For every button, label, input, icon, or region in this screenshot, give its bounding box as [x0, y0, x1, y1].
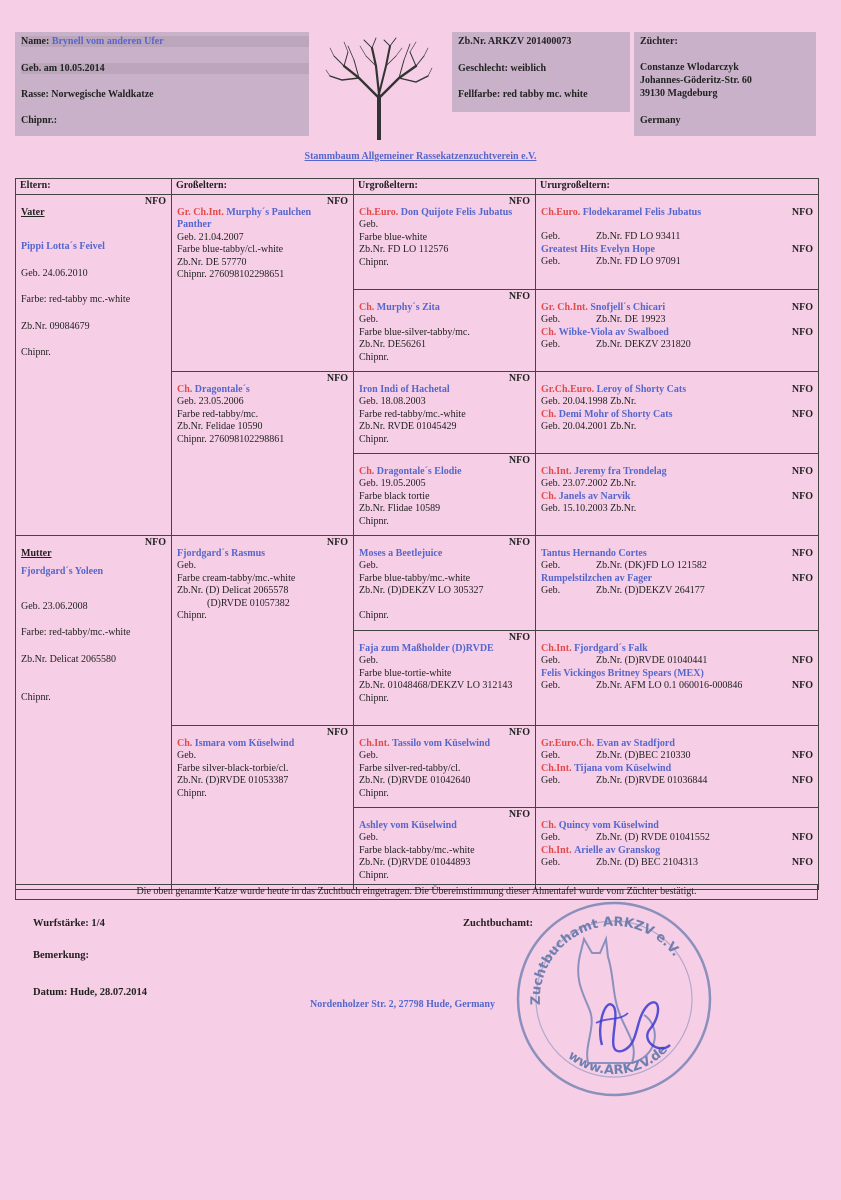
reg: Zb.Nr. FD LO 112576 [359, 244, 449, 255]
ggg-cell [536, 807, 819, 889]
chip: Chipnr. [359, 787, 389, 799]
tree-icon [324, 36, 434, 140]
color: Farbe blue-tabby/cl.-white [177, 244, 284, 255]
birth: Geb. [359, 832, 379, 843]
color: Farbe black tortie [359, 490, 430, 502]
birth: Geb. 23.05.2006 [177, 396, 244, 407]
cat-name: Tassilo vom Küselwind [392, 737, 491, 749]
cat-name: Greatest Hits Evelyn Hope [541, 243, 655, 255]
great-grandparent-cell [354, 194, 536, 289]
title: Ch. [541, 819, 557, 831]
name-label: Name: [21, 36, 50, 47]
breed-code: NFO [791, 832, 813, 843]
great-grandparent-cell [354, 630, 536, 725]
column-header: Ururgroßeltern: [536, 179, 819, 195]
title: Gr. Ch.Int. [541, 301, 588, 313]
birth: Geb. 20.04.1998 Zb.Nr. [541, 396, 637, 407]
grandparent-cell [172, 371, 354, 535]
breed-code: NFO [508, 536, 530, 548]
ggg-cell [536, 453, 819, 535]
breed-code: NFO [791, 750, 813, 761]
grandparent-cell [172, 535, 354, 725]
breed-code: NFO [791, 655, 813, 666]
cat-name: Moses a Beetlejuice [359, 547, 443, 559]
birth: Geb. [541, 314, 561, 325]
confirmation-note: Die oben genannte Katze wurde heute in das Zuchtbuch eingetragen. Die Übereinstimmung dieser Ahnentafel wurde vom Züchter bestätigt. [15, 884, 818, 900]
color: Farbe blue-tabby/mc.-white [359, 572, 471, 584]
reg: Zb.Nr. (D)BEC 210330 [596, 750, 691, 761]
grandparent-cell [172, 194, 354, 371]
breeder-label: Züchter: [640, 36, 678, 47]
color: Farbe blue-white [359, 231, 428, 243]
breed-code: NFO [791, 301, 813, 313]
birth: Geb. [541, 655, 561, 666]
registration-number: Zb.Nr. ARKZV 201400073 [458, 36, 572, 47]
chip: Chipnr. [359, 256, 389, 268]
breed-code: NFO [791, 243, 813, 255]
cat-name: Murphy´s Paulchen Panther [177, 206, 312, 230]
birth: Geb. 23.07.2002 Zb.Nr. [541, 478, 637, 489]
chip: Chipnr. [359, 609, 389, 621]
great-grandparent-cell [354, 453, 536, 535]
litter-size: Wurfstärke: 1/4 [33, 918, 105, 929]
birth: Geb. [359, 560, 379, 571]
breeder-name: Constanze Wlodarczyk [640, 62, 739, 73]
breed-code: NFO [508, 195, 530, 207]
cat-name: Leroy of Shorty Cats [596, 383, 687, 395]
birth: Geb. [541, 585, 561, 596]
chip-number: Chipnr.: [21, 115, 58, 126]
breed-code: NFO [326, 195, 348, 207]
breed-code: NFO [791, 206, 813, 218]
cat-name: Rumpelstilzchen av Fager [541, 572, 653, 584]
great-grandparent-cell [354, 289, 536, 371]
title: Ch.Int. [541, 465, 572, 477]
title: Ch. [541, 326, 557, 338]
cat-name: Dragontale´s Elodie [376, 465, 462, 477]
breed-code: NFO [791, 465, 813, 477]
breeder-city: 39130 Magdeburg [640, 88, 718, 99]
chip: Chipnr. 276098102298861 [177, 433, 285, 445]
great-grandparent-cell [354, 807, 536, 889]
chip: Chipnr. 276098102298651 [177, 269, 285, 280]
breed-code: NFO [791, 383, 813, 395]
title: Gr.Euro.Ch. [541, 737, 595, 749]
breed-code: NFO [508, 454, 530, 466]
breed-code: NFO [508, 372, 530, 384]
chip: Chipnr. [359, 515, 389, 527]
color: Farbe blue-tortie-white [359, 667, 452, 679]
reg: Zb.Nr. FD LO 93411 [596, 231, 681, 242]
birth: Geb. 18.08.2003 [359, 396, 426, 407]
sex: Geschlecht: weiblich [458, 63, 547, 74]
date: Datum: Hude, 28.07.2014 [33, 987, 148, 998]
title: Ch.Euro. [359, 206, 399, 218]
father-birth: Geb. 24.06.2010 [21, 267, 88, 279]
reg: Zb.Nr. Felidae 10590 [177, 421, 263, 432]
reg: Zb.Nr. Flidae 10589 [359, 503, 441, 514]
reg: Zb.Nr. DE 57770 [177, 256, 247, 268]
color: Farbe red-tabby/mc.-white [359, 408, 466, 420]
breeder-street: Johannes-Göderitz-Str. 60 [640, 75, 752, 86]
reg: Zb.Nr. (D)DEKZV LO 305327 [359, 585, 484, 596]
cat-name: Iron Indi of Hachetal [359, 383, 450, 395]
title: Ch. [541, 408, 557, 420]
father-reg: Zb.Nr. 09084679 [21, 320, 90, 332]
cat-name: Arielle av Granskog [574, 844, 661, 856]
mother-chip: Chipnr. [21, 692, 51, 703]
reg: Zb.Nr. FD LO 97091 [596, 256, 681, 267]
reg: Zb.Nr. (D)RVDE 01042640 [359, 775, 471, 786]
mother-color: Farbe: red-tabby/mc.-white [21, 627, 131, 638]
chip: Chipnr. [359, 433, 389, 445]
breed-code: NFO [791, 857, 813, 868]
birth: Geb. [541, 832, 561, 843]
birth: Geb. [541, 560, 561, 571]
reg: Zb.Nr. (DK)FD LO 121582 [596, 560, 707, 571]
column-header: Urgroßeltern: [354, 179, 536, 195]
reg: Zb.Nr. (D) Delicat 2065578 [177, 585, 289, 596]
ggg-cell [536, 725, 819, 807]
reg: Zb.Nr. 01048468/DEKZV LO 312143 [359, 680, 513, 691]
breed: Rasse: Norwegische Waldkatze [21, 89, 154, 100]
birth: Geb. 19.05.2005 [359, 478, 426, 489]
reg: Zb.Nr. DE 19923 [596, 314, 666, 325]
reg: Zb.Nr. RVDE 01045429 [359, 421, 457, 432]
stamp-text-bottom: www.ARKZV.de [565, 1042, 671, 1079]
reg: Zb.Nr. DEKZV 231820 [596, 339, 691, 350]
father-chip: Chipnr. [21, 347, 51, 358]
chip: Chipnr. [359, 869, 389, 881]
color: Farbe blue-silver-tabby/mc. [359, 326, 470, 338]
column-header: Eltern: [16, 179, 172, 195]
cat-name: Brynell vom anderen Ufer [51, 36, 164, 47]
title: Gr.Ch.Euro. [541, 383, 595, 395]
breed-code: NFO [791, 680, 813, 691]
cat-name: Snofjell´s Chicari [590, 301, 666, 313]
breed-code: NFO [326, 726, 348, 738]
great-grandparent-cell [354, 371, 536, 453]
header-left-box [15, 32, 309, 136]
breed-code: NFO [326, 536, 348, 548]
ggg-cell [536, 535, 819, 630]
cat-name: Murphy´s Zita [376, 301, 440, 313]
breed-code: NFO [144, 195, 166, 207]
chip: Chipnr. [177, 610, 207, 621]
birth: Geb. 20.04.2001 Zb.Nr. [541, 421, 637, 432]
title: Gr. Ch.Int. [177, 206, 224, 218]
father-name: Pippi Lotta´s Feivel [21, 241, 105, 252]
birth: Geb. 15.10.2003 Zb.Nr. [541, 503, 637, 514]
cat-name: Dragontale´s [194, 383, 250, 395]
birth: Geb. [359, 314, 379, 325]
breed-code: NFO [508, 290, 530, 302]
pedigree-table [15, 178, 819, 890]
reg: Zb.Nr. (D) BEC 2104313 [596, 857, 698, 868]
cat-name: Faja zum Maßholder (D)RVDE [359, 642, 494, 654]
color: Farbe silver-black-torbie/cl. [177, 762, 289, 774]
color: Farbe red-tabby/mc. [177, 408, 259, 420]
reg: Zb.Nr. (D)RVDE 01036844 [596, 775, 708, 786]
breed-code: NFO [508, 726, 530, 738]
registry-office-label: Zuchtbuchamt: [463, 918, 534, 929]
breed-code: NFO [791, 547, 813, 559]
chip: Chipnr. [359, 692, 389, 704]
reg-secondary: (D)RVDE 01057382 [207, 597, 290, 609]
svg-text:Zuchtbuchamt ARKZV e.V. [529, 915, 683, 1005]
breed-code: NFO [508, 808, 530, 820]
birth: Geb. [359, 655, 379, 666]
column-headers [16, 179, 819, 195]
birth-date: Geb. am 10.05.2014 [21, 63, 309, 74]
reg: Zb.Nr. (D)DEKZV 264177 [596, 585, 705, 596]
breed-code: NFO [791, 490, 813, 502]
title: Ch.Int. [541, 762, 572, 774]
cat-name: Tantus Hernando Cortes [541, 547, 647, 559]
fur-color: Fellfarbe: red tabby mc. white [458, 89, 588, 100]
title: Ch.Int. [541, 844, 572, 856]
birth: Geb. [359, 750, 379, 761]
birth: Geb. [177, 750, 197, 761]
birth: Geb. [359, 219, 379, 230]
reg: Zb.Nr. DE56261 [359, 339, 426, 350]
header-name-row [21, 36, 309, 47]
cat-name: Felis Vickingos Britney Spears (MEX) [541, 667, 704, 679]
ggg-cell [536, 371, 819, 453]
mother-reg: Zb.Nr. Delicat 2065580 [21, 653, 116, 665]
mother-name: Fjordgard´s Yoleen [21, 566, 104, 577]
reg: Zb.Nr. (D)RVDE 01053387 [177, 775, 289, 786]
reg: Zb.Nr. AFM LO 0.1 060016-000846 [596, 680, 743, 691]
birth: Geb. 21.04.2007 [177, 231, 244, 243]
title: Ch.Euro. [541, 206, 581, 218]
title: Ch. [359, 465, 375, 477]
father-cell [16, 194, 172, 535]
birth: Geb. [541, 750, 561, 761]
color: Farbe cream-tabby/mc.-white [177, 572, 296, 584]
cat-name: Demi Mohr of Shorty Cats [558, 408, 673, 420]
great-grandparent-cell [354, 535, 536, 630]
father-color: Farbe: red-tabby mc.-white [21, 294, 131, 305]
birth: Geb. [541, 339, 561, 350]
birth: Geb. [541, 680, 561, 691]
title: Ch. [177, 383, 193, 395]
ggg-cell [536, 289, 819, 371]
title: Ch. [359, 301, 375, 313]
grandparent-cell [172, 725, 354, 889]
great-grandparent-cell [354, 725, 536, 807]
breed-code: NFO [791, 326, 813, 338]
birth: Geb. [541, 231, 561, 242]
mother-role: Mutter [21, 547, 52, 559]
cat-name: Jeremy fra Trondelag [574, 465, 667, 477]
reg: Zb.Nr. (D)RVDE 01044893 [359, 857, 471, 868]
chip: Chipnr. [177, 787, 207, 799]
cat-name: Wibke-Viola av Swalboed [558, 326, 669, 338]
mother-birth: Geb. 23.06.2008 [21, 600, 88, 612]
birth: Geb. [541, 857, 561, 868]
color: Farbe black-tabby/mc.-white [359, 844, 475, 856]
cat-name: Ismara vom Küselwind [194, 737, 295, 749]
breed-code: NFO [508, 631, 530, 643]
title: Ch.Int. [359, 737, 390, 749]
column-header: Großeltern: [172, 179, 354, 195]
mother-cell [16, 535, 172, 889]
reg: Zb.Nr. (D)RVDE 01040441 [596, 655, 708, 666]
cat-name: Tijana vom Küselwind [574, 762, 672, 774]
title: Ch. [177, 737, 193, 749]
cat-name: Quincy vom Küselwind [558, 819, 659, 831]
breed-code: NFO [791, 408, 813, 420]
birth: Geb. [541, 775, 561, 786]
breed-code: NFO [791, 775, 813, 786]
breed-code: NFO [326, 372, 348, 384]
breed-code: NFO [144, 536, 166, 548]
title: Ch. [541, 490, 557, 502]
office-address: Nordenholzer Str. 2, 27798 Hude, Germany [310, 999, 495, 1010]
chip: Chipnr. [359, 351, 389, 363]
header-middle-box [452, 32, 630, 112]
breed-code: NFO [791, 572, 813, 584]
reg: Zb.Nr. (D) RVDE 01041552 [596, 832, 710, 843]
birth: Geb. [177, 560, 197, 571]
pedigree-title-link[interactable]: Stammbaum Allgemeiner Rassekatzenzuchtverein e.V. [304, 151, 537, 162]
breeder-country: Germany [640, 115, 681, 126]
stamp-text-top: Zuchtbuchamt ARKZV e.V. [528, 914, 684, 1006]
cat-name: Fjordgard´s Rasmus [177, 547, 266, 559]
ggg-cell [536, 194, 819, 289]
color: Farbe silver-red-tabby/cl. [359, 762, 461, 774]
cat-name: Don Quijote Felis Jubatus [400, 206, 513, 218]
stamp-seal-icon [510, 895, 715, 1100]
cat-name: Janels av Narvik [558, 490, 631, 502]
father-role: Vater [21, 206, 45, 218]
remark: Bemerkung: [33, 950, 89, 961]
cat-name: Ashley vom Küselwind [359, 819, 457, 831]
cat-name: Evan av Stadfjord [596, 737, 675, 749]
breeder-box [634, 32, 816, 136]
cat-name: Flodekaramel Felis Jubatus [582, 206, 702, 218]
ggg-cell [536, 630, 819, 725]
title: Ch.Int. [541, 642, 572, 654]
cat-name: Fjordgard´s Falk [574, 642, 648, 654]
birth: Geb. [541, 256, 561, 267]
